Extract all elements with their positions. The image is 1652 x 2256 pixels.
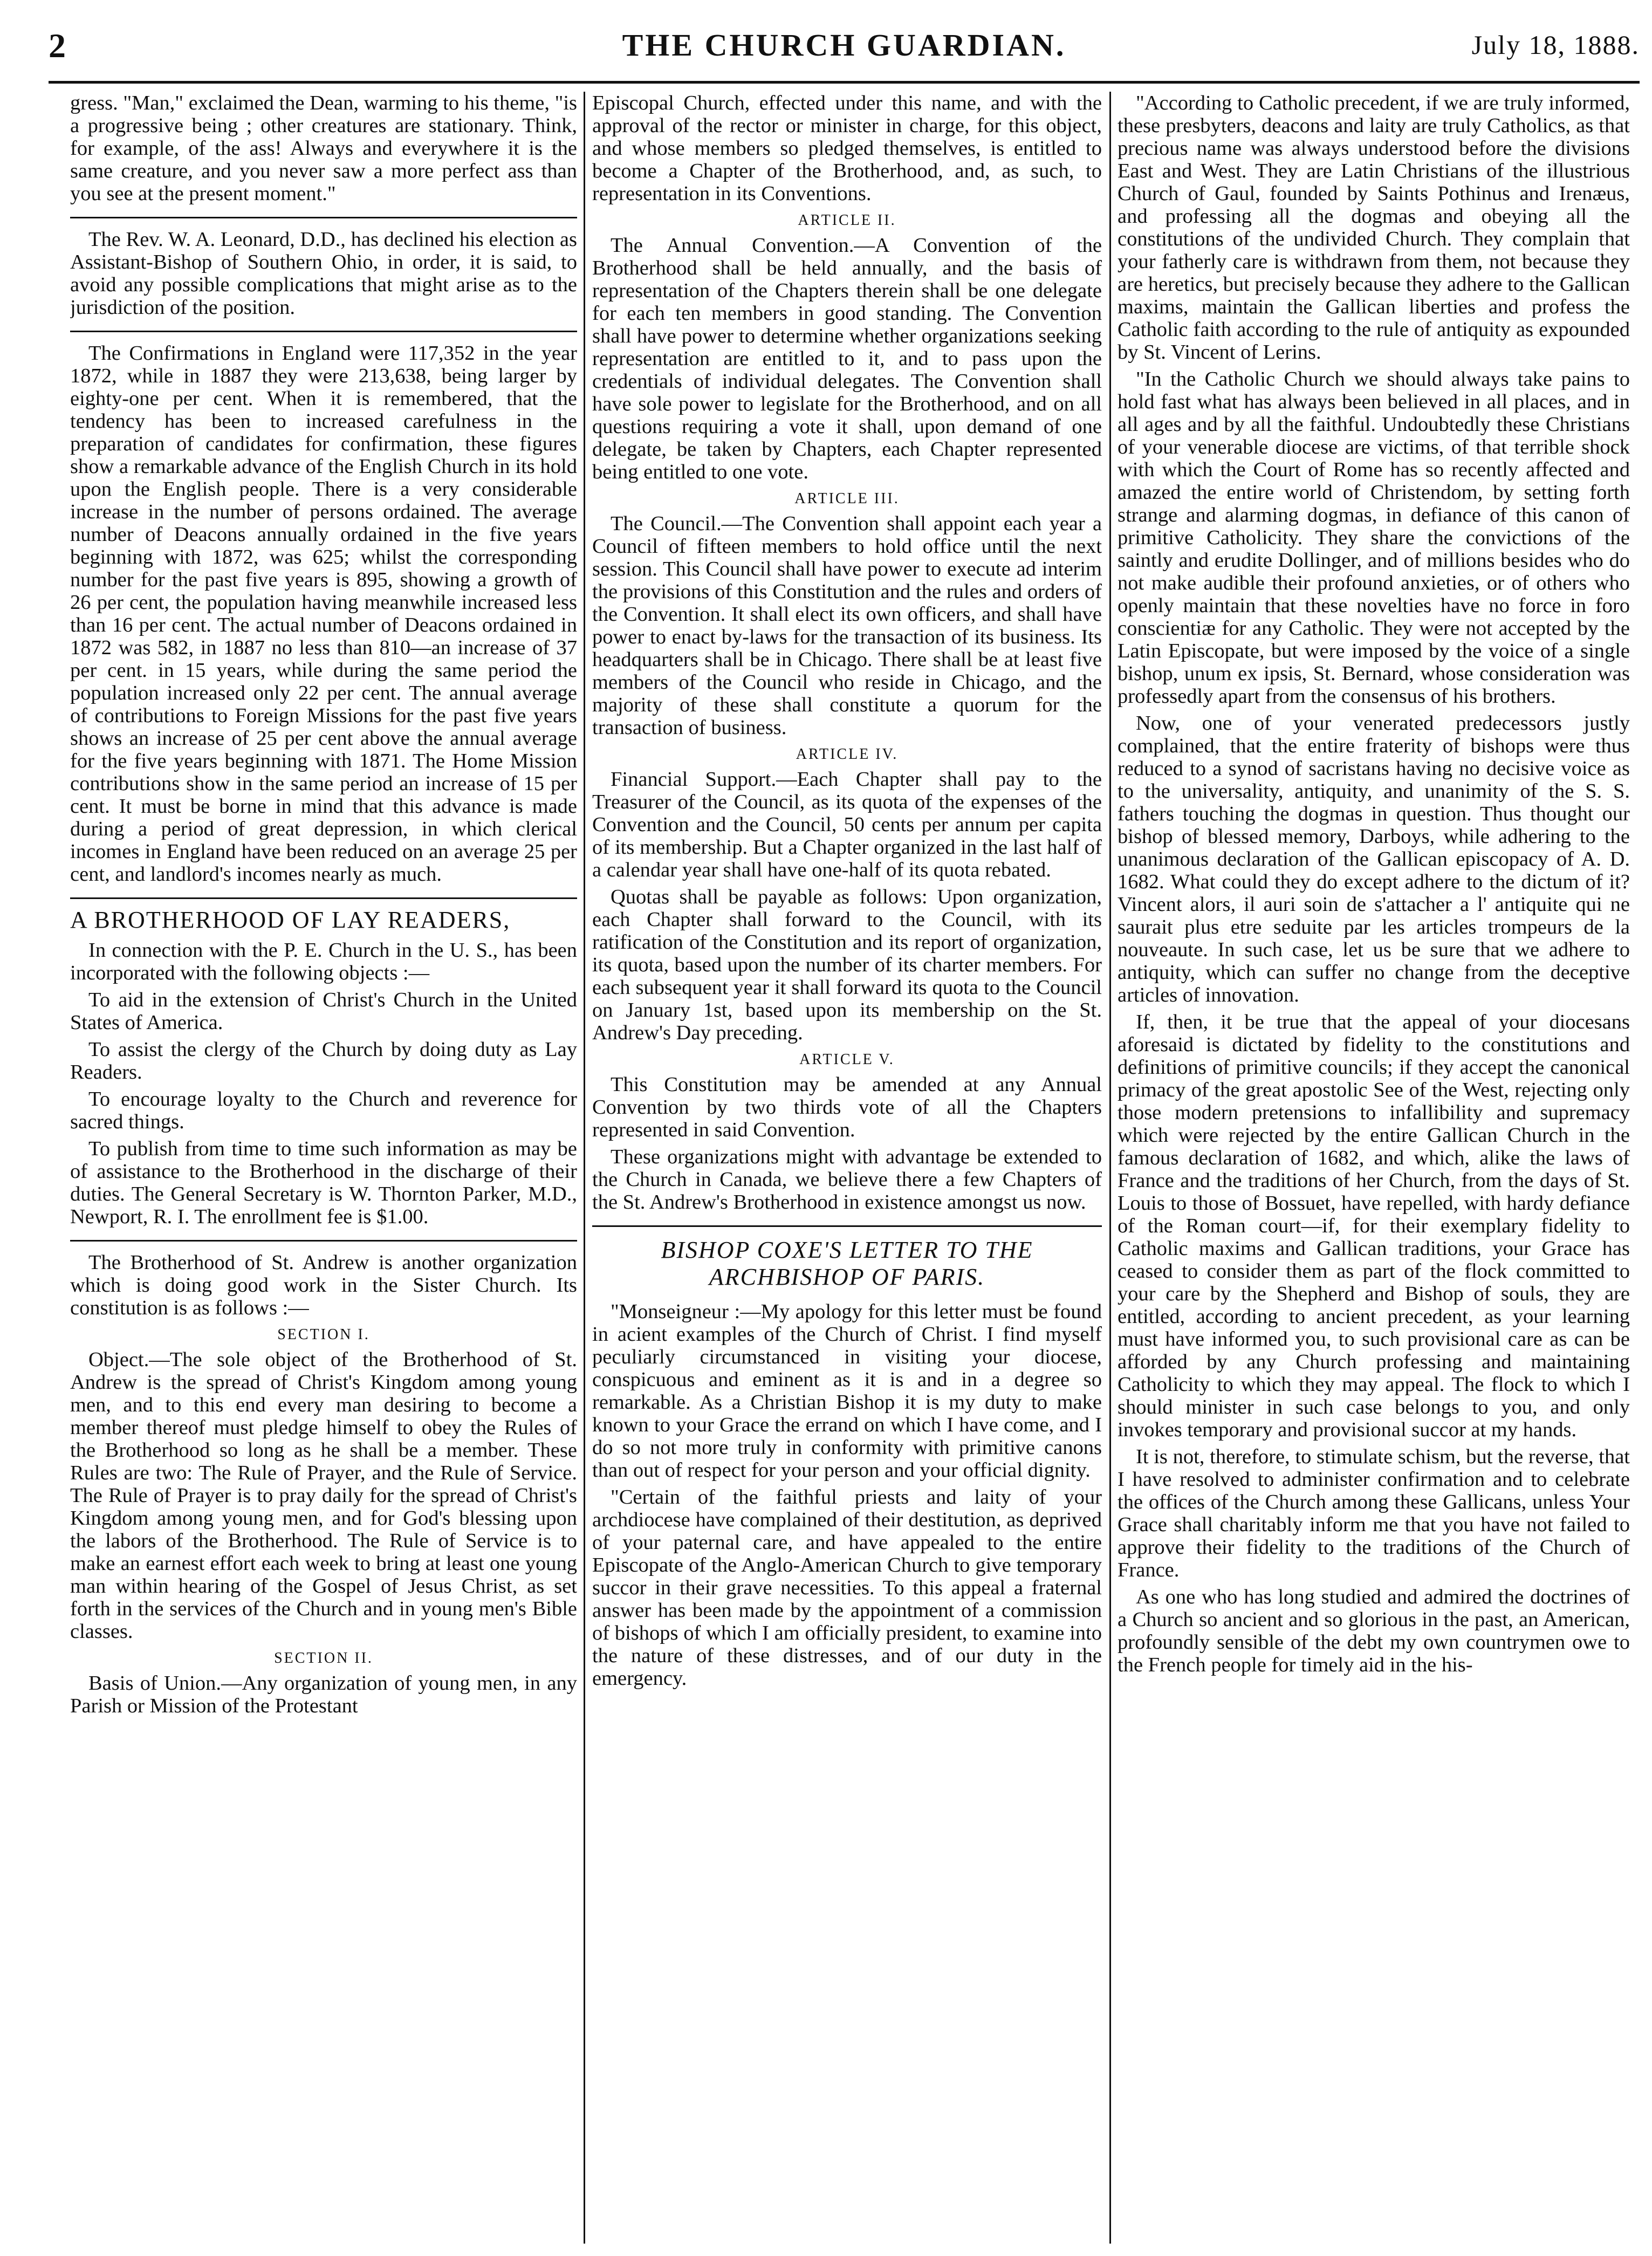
letter-paragraph: It is not, therefore, to stimulate schism, but the reverse, that I have resolved to administer confirmation and to celebrate the offices of the Church among these Gallicans, unless Your Grace shall charitably inform me that you have not failed to approve their fidelity to the traditions of the Church of France. bbox=[1118, 1445, 1630, 1581]
page-header bbox=[49, 15, 1640, 74]
section-heading: SECTION II. bbox=[274, 1650, 373, 1667]
divider bbox=[592, 1225, 1102, 1227]
brotherhood-lay-readers-heading: A BROTHERHOOD OF LAY READERS, bbox=[70, 907, 511, 933]
divider bbox=[70, 331, 577, 332]
divider bbox=[70, 897, 577, 899]
letter-heading-line-1: BISHOP COXE'S LETTER TO THE bbox=[661, 1237, 1033, 1263]
letter-paragraph: As one who has long studied and admired the doctrines of a Church so ancient and so glorious in the past, an American, profoundly sensible of the debt my own countrymen owe to the French people for timely aid in the his- bbox=[1118, 1586, 1630, 1676]
column-divider-1 bbox=[584, 92, 585, 2244]
column-3 bbox=[1118, 92, 1630, 2244]
letter-paragraph: "According to Catholic precedent, if we are truly informed, these presbyters, deacons and laity are truly Catholics, as that precious name was always understood before the divisions East and West. They are Latin Christians of the illustrious Church of Gaul, founded by Saints Pothinus and Irenæus, and professing all the dogmas and obeying all the constitutions of the undivided Church. They complain that your fatherly care is withdrawn from them, not because they are heretics, but precisely because they adhere to the Gallican maxims, maintain the Gallican liberties and profess the Catholic faith according to the rule of antiquity as expounded by St. Vincent of Lerins. bbox=[1118, 92, 1630, 364]
st-andrew-intro: The Brotherhood of St. Andrew is another organization which is doing good work in the Sister Church. Its constitution is as follows :— bbox=[70, 1251, 577, 1319]
object-item: To assist the clergy of the Church by doing duty as Lay Readers. bbox=[70, 1038, 577, 1084]
brotherhood-intro: In connection with the P. E. Church in the U. S., has been incorporated with the following objects :— bbox=[70, 939, 577, 984]
letter-paragraph: If, then, it be true that the appeal of your diocesans aforesaid is dictated by fidelity to the constitutions and definitions of primitive councils; if they accept the canonical primacy of the great apostolic See of the West, rejecting only those modern pretensions to infallibility and supremacy which were rejected by the entire Gallican Church in the famous declaration of 1682, and which, alike the laws of France and the traditions of her Church, from the days of St. Louis to those of Bossuet, have repelled, with hardy defiance of the Roman court—if, for their exemplary fidelity to Catholic maxims and Gallican traditions, your Grace has ceased to consider them as part of the flock committed to your care by the Shepherd and Bishop of souls, they are entitled, according to ancient precedent, as your learning must have informed you, to such provisional care as can be afforded by any Church professing and maintaining Catholicity to which they may appeal. The flock to which I should minister in such case belongs to you, and only invokes temporary and provisional succor at my hands. bbox=[1118, 1011, 1630, 1441]
section-heading: SECTION I. bbox=[277, 1326, 370, 1343]
canada-paragraph: These organizations might with advantage be extended to the Church in Canada, we believe there a few Chapters of the St. Andrew's Brotherhood in existence amongst us now. bbox=[592, 1146, 1102, 1213]
masthead-title: THE CHURCH GUARDIAN. bbox=[622, 28, 1066, 63]
letter-paragraph: "Certain of the faithful priests and laity of your archdiocese have complained of their destitution, as deprived of your paternal care, and have appealed to the entire Episcopate of the Anglo-American Church to give temporary succor in their grave necessities. To this appeal a fraternal answer has been made by the appointment of a commission of bishops of which I am officially president, to examine into the nature of these distresses, and of our duty in the emergency. bbox=[592, 1486, 1102, 1690]
column-1 bbox=[70, 92, 577, 2244]
leonard-paragraph: The Rev. W. A. Leonard, D.D., has declined his election as Assistant-Bishop of Southern Ohio, in order, it is said, to avoid any possible complications that might arise as to the jurisdiction of the position. bbox=[70, 228, 577, 319]
object-item: To encourage loyalty to the Church and reverence for sacred things. bbox=[70, 1088, 577, 1133]
constitution-continued: Episcopal Church, effected under this name, and with the approval of the rector or minister in charge, for this object, and whose members so pledged themselves, is entitled to become a Chapter of the Brotherhood, and, as such, to representation in its Conventions. bbox=[592, 92, 1102, 205]
object-paragraph: Object.—The sole object of the Brotherhood of St. Andrew is the spread of Christ's Kingdom among young men, and to this end every man desiring to become a member thereof must pledge himself to obey the Rules of the Brotherhood so long as he shall be a member. These Rules are two: The Rule of Prayer, and the Rule of Service. The Rule of Prayer is to pray daily for the spread of Christ's Kingdom among young men, and for God's blessing upon the labors of the Brotherhood. The Rule of Service is to make an earnest effort each week to bring at least one young man within hearing of the Gospel of Jesus Christ, as set forth in the services of the Church and in young men's Bible classes. bbox=[70, 1348, 577, 1643]
article-heading: ARTICLE V. bbox=[799, 1051, 895, 1068]
confirmations-paragraph: The Confirmations in England were 117,352 in the year 1872, while in 1887 they were 213,638, being larger by eighty-one per cent. When it is remembered, that the tendency has been to increased carefulness in the preparation of candidates for confirmation, these figures show a remarkable advance of the English Church in its hold upon the English people. There is a very considerable increase in the number of persons ordained. The average number of Deacons annually ordained in the five years beginning with 1872, was 625; whilst the corresponding number for the past five years is 895, showing a growth of 26 per cent, the population having meanwhile increased less than 16 per cent. The actual number of Deacons ordained in 1872 was 582, in 1887 no less than 810—an increase of 37 per cent. in 15 years, while during the same period the population increased only 22 per cent. The annual average of contributions to Foreign Missions for the past five years shows an increase of 25 per cent above the annual average for the five years beginning with 1871. The Home Mission contributions show in the same period an increase of 15 per cent. It must be borne in mind that this advance is made during a period of great depression, in which clerical incomes in England have been reduced on an average 25 per cent, and landlord's incomes nearly as much. bbox=[70, 342, 577, 886]
object-item: To aid in the extension of Christ's Church in the United States of America. bbox=[70, 989, 577, 1034]
basis-of-union-paragraph: Basis of Union.—Any organization of young men, in any Parish or Mission of the Protestant bbox=[70, 1672, 577, 1717]
page-number: 2 bbox=[49, 26, 66, 65]
annual-convention-paragraph: The Annual Convention.—A Convention of the Brotherhood shall be held annually, and the basis of representation of the Chapters therein shall be one delegate for each ten members in good standing. The Convention shall have power to determine whether organizations seeking representation are entitled to it, and to pass upon the credentials of individual delegates. The Convention shall have sole power to legislate for the Brotherhood, and on all questions requiring a vote it shall, upon demand of one delegate, be taken by Chapters, each Chapter represented being entitled to one vote. bbox=[592, 234, 1102, 483]
column-divider-2 bbox=[1109, 92, 1111, 2244]
letter-heading-line-2: ARCHBISHOP OF PARIS. bbox=[709, 1264, 985, 1290]
issue-date: July 18, 1888. bbox=[1471, 30, 1640, 60]
object-item: To publish from time to time such information as may be of assistance to the Brotherhood in the discharge of their duties. The General Secretary is W. Thornton Parker, M.D., Newport, R. I. The enrollment fee is $1.00. bbox=[70, 1137, 577, 1228]
divider bbox=[70, 1240, 577, 1242]
article-heading: ARTICLE IV. bbox=[796, 746, 899, 763]
divider bbox=[70, 217, 577, 218]
amendment-paragraph: This Constitution may be amended at any Annual Convention by two thirds vote of all the Chapters represented in said Convention. bbox=[592, 1073, 1102, 1141]
council-paragraph: The Council.—The Convention shall appoint each year a Council of fifteen members to hold office until the next session. This Council shall have power to execute ad interim the provisions of this Constitution and the rules and orders of the Convention. It shall elect its own officers, and shall have power to enact by-laws for the transaction of its business. Its headquarters shall be in Chicago. There shall be at least five members of the Council who reside in Chicago, and the majority of these shall constitute a quorum for the transaction of business. bbox=[592, 512, 1102, 739]
letter-paragraph: Now, one of your venerated predecessors justly complained, that the entire fraterity of bishops were thus reduced to a synod of sacristans having no decisive voice as to the universality, antiquity, and unanimity of the S. S. fathers touching the dogmas in question. Thus thought our bishop of blessed memory, Darboys, while adhering to the unanimous declaration of the Gallican episcopacy of A. D. 1682. What could they do except adhere to the dictum of it? Vincent alors, il auri soin de s'attacher a l' antiquite qui ne saurait plus etre seduite par les articles trompeurs de la nouveaute. In such case, let us be sure that we adhere to antiquity, which can suffer no change from the deceptive articles of innovation. bbox=[1118, 712, 1630, 1006]
article-heading: ARTICLE III. bbox=[794, 490, 900, 507]
financial-support-paragraph: Financial Support.—Each Chapter shall pay to the Treasurer of the Council, as its quota of the expenses of the Convention and the Council, 50 cents per annum per capita of its membership. But a Chapter organized in the last half of a calendar year shall have one-half of its quota rebated. bbox=[592, 768, 1102, 881]
letter-heading bbox=[592, 1237, 1102, 1291]
letter-paragraph: "In the Catholic Church we should always take pains to hold fast what has always been believed in all places, and in all ages and by all the faithful. Undoubtedly these Christians of your venerable diocese are victims, of that terrible shock with which the Court of Rome has so recently affected and amazed the entire world of Christendom, by setting forth strange and alarming dogmas, in defiance of this canon of primitive Catholicity. They share the convictions of the saintly and erudite Dollinger, and of millions besides who do not make audible their profound anxieties, or of others who openly maintain that these novelties have no force in foro conscientiæ for any Catholic. They were not accepted by the Latin Episcopate, but were imposed by the voice of a single bishop, unum ex ipsis, St. Bernard, whose consideration was professedly apart from the consensus of his brothers. bbox=[1118, 368, 1630, 708]
column-2 bbox=[592, 92, 1102, 2244]
header-rule bbox=[49, 81, 1640, 84]
dean-quote-paragraph: gress. "Man," exclaimed the Dean, warming to his theme, "is a progressive being ; other creatures are stationary. Think, for example, of the ass! Always and everywhere it is the same creature, and you never saw a more perfect ass than you see at the present moment." bbox=[70, 92, 577, 205]
article-heading: ARTICLE II. bbox=[798, 212, 896, 229]
quotas-paragraph: Quotas shall be payable as follows: Upon organization, each Chapter shall forward to the Council, with its ratification of the Constitution and its report of organization, its quota, based upon the number of its charter members. For each subsequent year it shall forward its quota to the Council on January 1st, based upon its membership on the St. Andrew's Day preceding. bbox=[592, 886, 1102, 1044]
letter-paragraph: "Monseigneur :—My apology for this letter must be found in acient examples of the Church of Christ. I find myself peculiarly circumstanced in visiting your diocese, conspicuous and eminent as it is and in a degree so remarkable. As a Christian Bishop it is my duty to make known to your Grace the errand on which I have come, and I do so not more truly in conformity with primitive canons than out of respect for your person and your official dignity. bbox=[592, 1300, 1102, 1482]
